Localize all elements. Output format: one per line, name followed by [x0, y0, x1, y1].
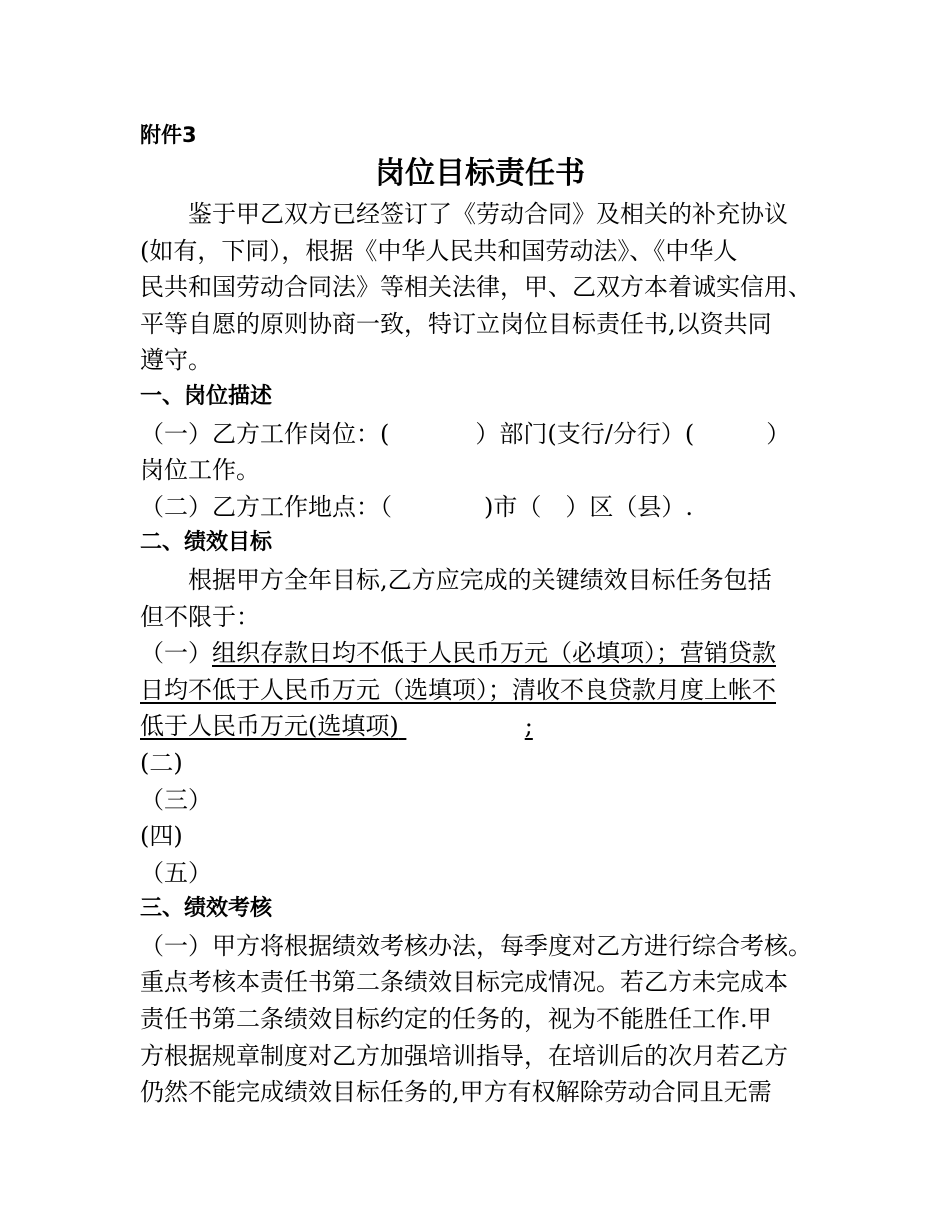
position-item-1-continued: 岗位工作。	[140, 456, 260, 485]
preamble-line: 平等自愿的原则协商一致，特订立岗位目标责任书,以资共同	[140, 309, 772, 338]
goal-item-1-continued	[140, 708, 830, 745]
section-heading-performance-goals: 二、绩效目标	[140, 530, 273, 556]
goal-item-2: (二)	[140, 748, 183, 777]
position-item-2-end: ）区（县）.	[565, 492, 694, 521]
goal-underline-blank	[399, 708, 525, 745]
document-page	[140, 118, 830, 1111]
assessment-line: 仍然不能完成绩效目标任务的,甲方有权解除劳动合同且无需	[140, 1078, 772, 1107]
assessment-paragraph	[140, 928, 830, 1111]
goal-item-1	[140, 635, 830, 672]
goal-item-1-label: （一）	[140, 639, 212, 668]
position-item-1-prefix: （一）乙方工作岗位：(	[140, 419, 390, 448]
goals-intro-line: 根据甲方全年目标,乙方应完成的关键绩效目标任务包括	[188, 565, 772, 594]
document-title: 岗位目标责任书	[375, 156, 585, 191]
assessment-line: 责任书第二条绩效目标约定的任务的，视为不能胜任工作.甲	[140, 1005, 772, 1034]
preamble-paragraph	[140, 196, 830, 379]
position-item-2	[140, 489, 830, 526]
goal-item-1-tail: ;	[524, 712, 533, 741]
preamble-line: 民共和国劳动合同法》等相关法律，甲、乙双方本着诚实信用、	[140, 273, 812, 302]
position-item-2-mid: )市（	[484, 492, 542, 521]
goal-item-5: （五）	[140, 858, 212, 887]
section-heading-performance-assessment: 三、绩效考核	[140, 896, 273, 922]
goal-item-1-text: 低于人民币万元(选填项)	[140, 712, 399, 741]
position-item-1-end: ）	[766, 419, 791, 448]
goal-item-3: （三）	[140, 785, 212, 814]
goal-item-4: (四)	[140, 822, 183, 851]
assessment-line: （一）甲方将根据绩效考核办法，每季度对乙方进行综合考核。	[140, 931, 812, 960]
preamble-line: 遵守。	[140, 346, 212, 375]
position-item-2-prefix: （二）乙方工作地点：（	[140, 492, 392, 521]
assessment-line: 重点考核本责任书第二条绩效目标完成情况。若乙方未完成本	[140, 968, 788, 997]
section-heading-position: 一、岗位描述	[140, 383, 273, 409]
preamble-line: 鉴于甲乙双方已经签订了《劳动合同》及相关的补充协议	[188, 200, 788, 228]
position-item-1	[140, 416, 830, 453]
goal-item-1-continued	[140, 672, 830, 709]
goal-item-1-text: 组织存款日均不低于人民币万元（必填项）；营销贷款	[212, 639, 776, 668]
goals-intro-line: 但不限于：	[140, 602, 260, 631]
preamble-line: (如有，下同），根据《中华人民共和国劳动法》、《中华人	[140, 236, 738, 265]
goal-item-1-text: 日均不低于人民币万元（选填项）；清收不良贷款月度上帐不	[140, 675, 776, 704]
assessment-line: 方根据规章制度对乙方加强培训指导，在培训后的次月若乙方	[140, 1041, 788, 1070]
position-item-1-mid: ）部门(支行/分行）(	[475, 419, 695, 448]
attachment-label: 附件3	[140, 123, 197, 147]
